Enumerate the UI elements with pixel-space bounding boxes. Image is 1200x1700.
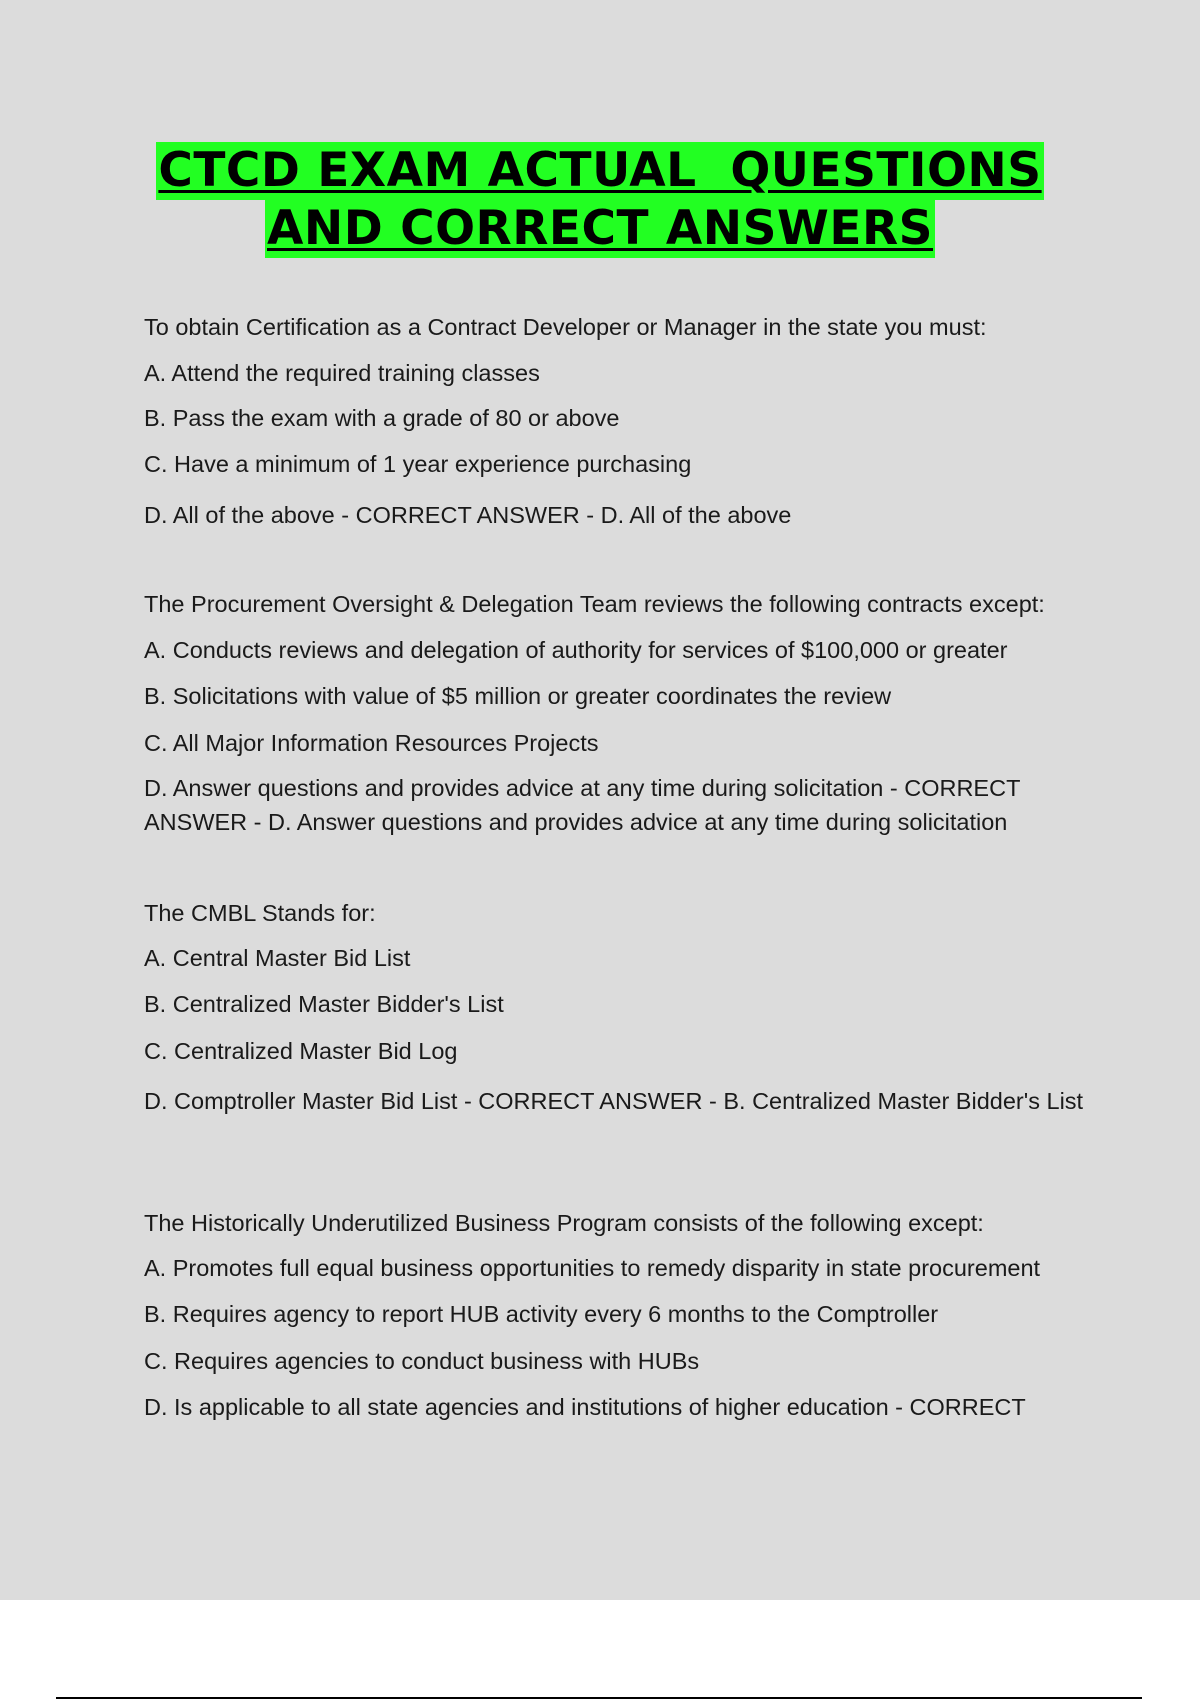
question-2-prompt: The Procurement Oversight & Delegation Team reviews the following contracts except: xyxy=(144,591,1045,617)
question-2-option-a: A. Conducts reviews and delegation of authority for services of $100,000 or greater xyxy=(144,637,1008,663)
footer-divider xyxy=(56,1697,1142,1699)
question-2-option-c: C. All Major Information Resources Projects xyxy=(144,730,599,756)
question-1-option-c: C. Have a minimum of 1 year experience purchasing xyxy=(144,451,692,477)
question-4-prompt: The Historically Underutilized Business Program consists of the following except: xyxy=(144,1210,984,1236)
question-4-option-a: A. Promotes full equal business opportunities to remedy disparity in state procurement xyxy=(144,1255,1041,1281)
question-3-option-b: B. Centralized Master Bidder's List xyxy=(144,991,504,1017)
question-3-option-d: D. Comptroller Master Bid List - CORRECT ANSWER - B. Centralized Master Bidder's List xyxy=(144,1088,1084,1114)
question-4-option-d: D. Is applicable to all state agencies and institutions of higher education - CORRECT xyxy=(144,1394,1026,1420)
title-line-2: AND CORRECT ANSWERS xyxy=(267,201,933,256)
question-2-option-d: D. Answer questions and provides advice at any time during solicitation - CORRECT ANSWER - D. Answer questions and provides advice at any time during solicitation xyxy=(144,775,1020,835)
question-1-prompt: To obtain Certification as a Contract Developer or Manager in the state you must: xyxy=(144,314,987,340)
question-4-option-c: C. Requires agencies to conduct business with HUBs xyxy=(144,1348,700,1374)
document-title xyxy=(0,142,1200,258)
question-4-option-b: B. Requires agency to report HUB activity every 6 months to the Comptroller xyxy=(144,1301,939,1327)
title-line-1: CTCD EXAM ACTUAL QUESTIONS xyxy=(158,143,1042,198)
question-3-option-c: C. Centralized Master Bid Log xyxy=(144,1038,458,1064)
question-3-prompt: The CMBL Stands for: xyxy=(144,900,376,926)
question-1-option-b: B. Pass the exam with a grade of 80 or above xyxy=(144,405,620,431)
question-1-option-a: A. Attend the required training classes xyxy=(144,360,540,386)
question-1-option-d: D. All of the above - CORRECT ANSWER - D. All of the above xyxy=(144,502,792,528)
question-2-option-b: B. Solicitations with value of $5 million or greater coordinates the review xyxy=(144,683,892,709)
question-3-option-a: A. Central Master Bid List xyxy=(144,945,411,971)
